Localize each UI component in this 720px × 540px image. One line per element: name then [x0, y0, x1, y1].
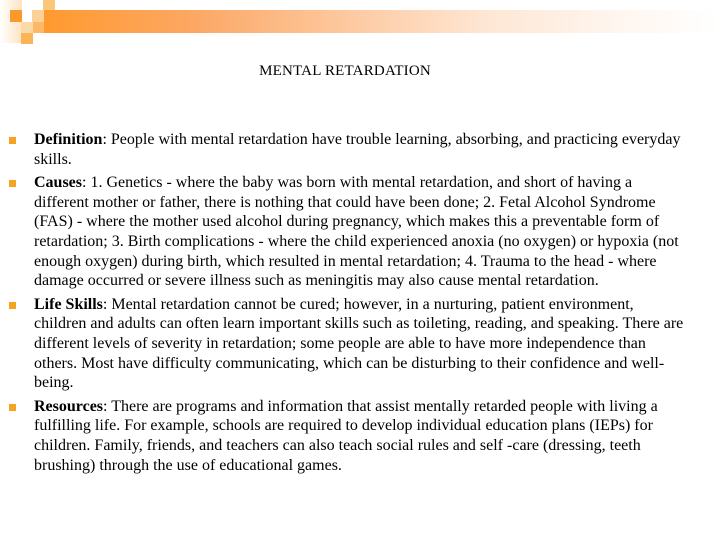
decorative-gradient-bar: [44, 10, 720, 33]
decorative-square: [43, 0, 55, 10]
bullet-item-definition: [0, 130, 720, 169]
decorative-square: [10, 10, 22, 22]
item-label: Definition: [34, 131, 103, 148]
item-text: : 1. Genetics - where the baby was born with mental retardation, and short of having a different mother or father, there is nothing that could have been done; 2. Fetal Alcohol Syndrome (FAS) - where the mother used alcohol during pregnancy, which makes this a preventable form of retardation; 3. Birth complications - where the child experienced anoxia (no oxygen) or hypoxia (not enough oxygen) during birth, which resulted in mental retardation; 4. Trauma to the head - where damage occurred or severe illness such as meningitis may also cause mental retardation.: [34, 174, 679, 290]
decorative-square: [33, 22, 44, 33]
square-bullet-icon: [9, 137, 16, 144]
square-bullet-icon: [9, 302, 16, 309]
decorative-square: [21, 33, 33, 44]
header-decoration: [0, 0, 720, 50]
bullet-item-causes: [0, 173, 720, 291]
bullet-item-resources: [0, 397, 720, 475]
square-bullet-icon: [9, 180, 16, 187]
square-bullet-icon: [9, 404, 16, 411]
item-label: Life Skills: [34, 295, 103, 313]
item-label: Causes: [34, 174, 83, 192]
bullet-list: [0, 130, 720, 479]
item-text: : People with mental retardation have trouble learning, absorbing, and practicing everyday skills.: [34, 131, 681, 168]
item-label: Resources: [34, 397, 104, 415]
bullet-item-life-skills: [0, 295, 720, 393]
decorative-square: [32, 10, 44, 22]
decorative-square: [21, 22, 33, 33]
slide-title: MENTAL RETARDATION: [259, 63, 431, 79]
item-text: : There are programs and information that assist mentally retarded people with living a fulfilling life. For example, schools are required to develop individual education plans (IEPs) for children. Family, friends, and teachers can also teach social rules and self -care (dressing, teeth brushing) through the use of educational games.: [34, 397, 658, 474]
item-text: : Mental retardation cannot be cured; however, in a nurturing, patient environment, children and adults can often learn important skills such as toileting, reading, and speaking. There are different levels of severity in retardation; some people are able to have more independence than others. Most have difficulty communicating, which can be disturbing to their confidence and well-being.: [34, 295, 684, 392]
